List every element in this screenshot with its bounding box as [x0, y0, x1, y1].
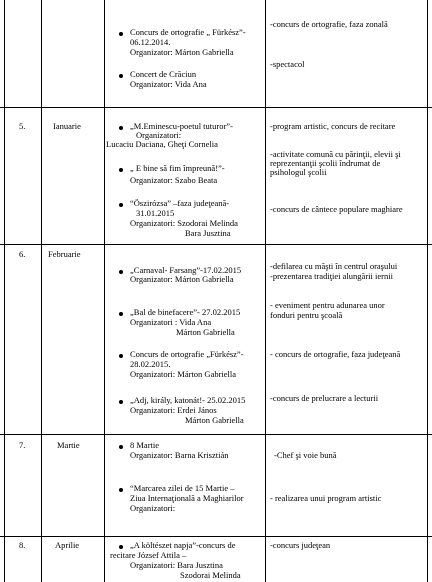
bullet: [119, 445, 123, 449]
activity-description: -concurs de prelucrare a lecturii: [270, 393, 379, 403]
activity-title: Concurs de ortografie „Fürkész”-: [130, 349, 244, 359]
table-border-left: [4, 0, 5, 582]
activity-title: Concurs de ortografie „ Fürkész”-: [130, 27, 246, 37]
bullet: [119, 126, 123, 130]
row-divider: [0, 244, 432, 245]
activity-organizer: Organizator: Barna Krisztián: [130, 450, 229, 460]
row-month: Februarie: [48, 249, 81, 259]
activity-organizer: Organizator: Szabo Beata: [130, 175, 218, 185]
activity-description: fonduri pentru şcoală: [270, 310, 343, 320]
table-border-right: [427, 0, 428, 582]
activity-line: recitare József Attila –: [110, 550, 187, 560]
activity-organizer: Lucaciu Daciana, Gheţi Cornelia: [106, 139, 218, 149]
activity-organizer: Organizatori: Erdei János: [130, 405, 217, 415]
activity-title: „Carnaval- Farsang”-17.02.2015: [130, 265, 242, 275]
bullet: [119, 32, 123, 36]
bullet: [119, 312, 123, 316]
activity-description: -prezentarea tradiţiei alungării iernii: [270, 271, 393, 281]
activity-line: 28.02.2015.: [130, 359, 171, 369]
activity-title: „Adj, király, katonát!- 25.02.2015: [130, 395, 246, 405]
bullet: [119, 354, 123, 358]
activity-description: reprezentanţii şcolii îndrumat de: [270, 158, 381, 168]
bullet: [119, 74, 123, 78]
activity-title: Concert de Crăciun: [130, 69, 197, 79]
row-number: 5.: [19, 121, 26, 131]
activity-description: -activitate comună cu părinţii, elevii şi: [270, 149, 401, 159]
row-divider: [0, 536, 432, 537]
activity-organizer: Márton Gabriella: [185, 415, 244, 425]
activity-line: 31.01.2015: [136, 208, 175, 218]
activity-line: Organizatori:: [136, 130, 182, 140]
activity-title: „ E bine să fim împreună!”-: [130, 163, 225, 173]
column-divider: [104, 0, 105, 582]
row-month: Ianuarie: [53, 121, 81, 131]
activity-organizer: Organizatori: Szodorai Melinda: [130, 218, 238, 228]
activity-description: - realizarea unui program artistic: [270, 493, 382, 503]
activity-title: “Öszirózsa” –faza judeţeană-: [130, 198, 230, 208]
bullet: [119, 545, 123, 549]
row-month: Aprilie: [55, 540, 80, 550]
activity-organizer: Organizatori : Vida Ana: [130, 317, 212, 327]
activity-description: -defilarea cu măşti în centrul oraşului: [270, 261, 398, 271]
row-divider: [0, 107, 432, 108]
activity-description: -concurs de cântece populare maghiare: [270, 204, 403, 214]
activity-organizer: Márton Gabriella: [176, 327, 235, 337]
activity-organizer: Organizator: Vida Ana: [130, 79, 207, 89]
bullet: [119, 168, 123, 172]
bullet: [119, 400, 123, 404]
activity-organizer: Organizatori: Márton Gabriella: [130, 369, 237, 379]
row-number: 7.: [19, 440, 26, 450]
row-month: Martie: [57, 440, 80, 450]
row-number: 6.: [19, 249, 26, 259]
activity-description: - concurs de ortografie, faza judeţeană: [270, 349, 401, 359]
activity-organizer: Organizator: Márton Gabriella: [130, 274, 234, 284]
activity-title: „A költészet napja”-concurs de: [130, 540, 236, 550]
bullet: [119, 270, 123, 274]
activity-title: “Marcarea zilei de 15 Martie –: [130, 483, 235, 493]
activity-description: -spectacol: [270, 59, 305, 69]
activity-line: 06.12.2014.: [130, 37, 171, 47]
activity-description: -concurs de ortografie, faza zonală: [270, 19, 388, 29]
activity-organizer: Bara Jusztina: [185, 228, 231, 238]
column-divider: [265, 0, 266, 582]
activity-title: „M.Eminescu-poetul tuturor”-: [130, 121, 233, 131]
bullet: [119, 203, 123, 207]
activity-description: -program artistic, concurs de recitare: [270, 121, 396, 131]
row-number: 8.: [19, 540, 26, 550]
activity-description: -concurs judeţean: [270, 540, 331, 550]
activity-organizer: Organizatori: Bara Jusztina: [130, 560, 223, 570]
activity-description: - eveniment pentru adunarea unor: [270, 300, 385, 310]
row-divider: [0, 434, 432, 435]
column-divider: [41, 0, 42, 582]
activity-title: 8 Martie: [130, 440, 160, 450]
activity-description: psihologul şcolii: [270, 167, 327, 177]
activity-organizer: Organizator: Márton Gabriella: [130, 47, 234, 57]
activity-organizer: Organizatori:: [130, 503, 176, 513]
activity-description: -Chef şi voie bună: [274, 450, 337, 460]
bullet: [119, 488, 123, 492]
activity-organizer: Szodorai Melinda: [180, 570, 241, 580]
activity-line: Ziua Internaţională a Maghiarilor: [130, 493, 244, 503]
activity-title: „Bal de binefacere”- 27.02.2015: [130, 307, 241, 317]
